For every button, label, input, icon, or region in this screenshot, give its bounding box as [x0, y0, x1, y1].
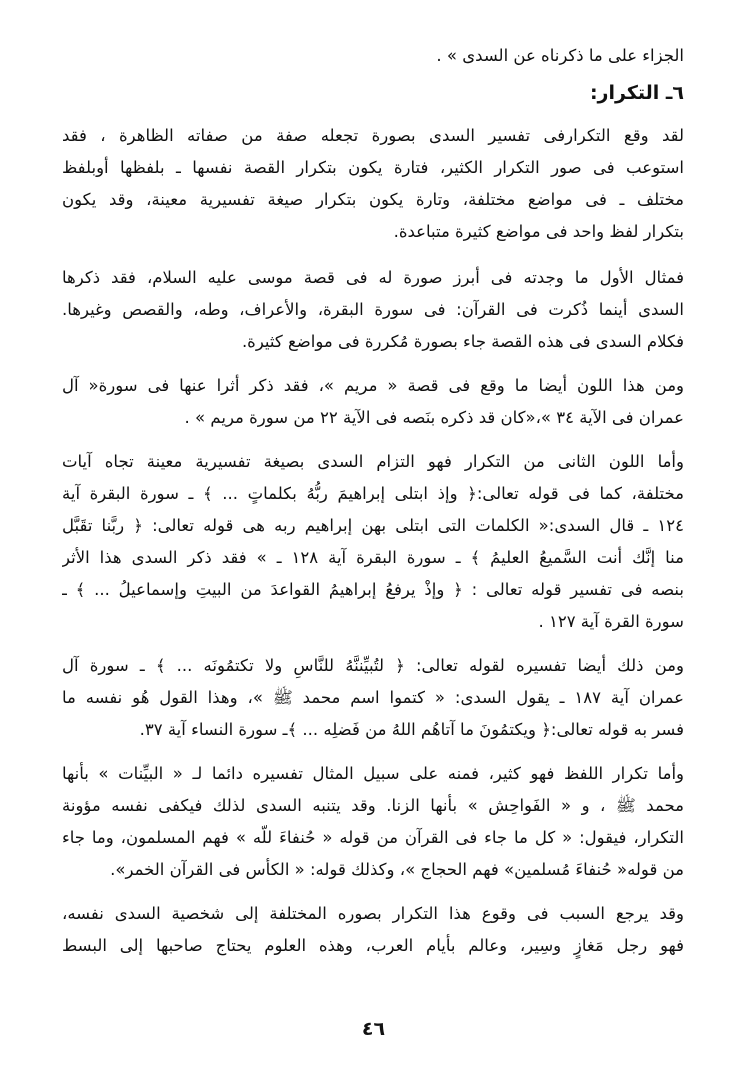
paragraph-line: ١٢٤ ـ قال السدى:« الكلمات التى ابتلى بهن إبراهيم ربه هى قوله تعالى: ﴿ ربَّنا تقَبَّل	[62, 516, 684, 535]
paragraph-line: سورة القرة آية ١٢٧ .	[538, 612, 684, 631]
page-number: ٤٦	[361, 1018, 386, 1040]
paragraph-line: مختلفة، كما فى قوله تعالى:﴿ وإذ ابتلى إبراهيمَ ربُّهُ بكلماتٍ ... ﴾ ـ سورة البقرة آية	[62, 484, 684, 503]
paragraph-line: من قوله« حُنفاءَ مُسلمين» فهم الحجاج »، وكذلك قوله: « الكأس فى القرآن الخمر».	[110, 860, 684, 879]
paragraph-line: عمران فى الآية ٣٤ »،«كان قد ذكره بنَصه فى الآية ٢٢ من سورة مريم » .	[184, 408, 684, 427]
paragraph-repetition-intro	[62, 120, 684, 248]
paragraph-al-imran-example	[62, 650, 684, 746]
paragraph-line: مختلف ـ فى مواضع مختلفة، وتارة يكون بتكرار صيغة تفسيرية معينة، وقد يكون	[62, 190, 684, 209]
paragraph-cause	[62, 898, 684, 962]
continuation-line: الجزاء على ما ذكرناه عن السدى » .	[436, 46, 684, 65]
paragraph-maryam-story	[62, 370, 684, 434]
paragraph-line: وقد يرجع السبب فى وقوع هذا التكرار بصوره المختلفة إلى شخصية السدى نفسه،	[62, 904, 684, 923]
paragraph-line: لقد وقع التكرارفى تفسير السدى بصورة تجعله صفة من صفاته الظاهرة ، فقد	[62, 126, 684, 145]
paragraph-line: استوعب فى صور التكرار الكثير، فتارة يكون بتكرار القصة نفسها ـ بلفظها أوبلفظ	[62, 158, 684, 177]
paragraph-line: ومن هذا اللون أيضا ما وقع فى قصة « مريم »، فقد ذكر أثرا عنها فى سورة« آل	[62, 376, 684, 395]
paragraph-line: منا إنَّك أنت السَّميعُ العليمُ ﴾ ـ سورة البقرة آية ١٢٨ ـ » فقد ذكر السدى هذا الأثر	[62, 548, 684, 567]
paragraph-line: وأما تكرار اللفظ فهو كثير، فمنه على سبيل المثال تفسيره دائما لـ « البيِّنات » بأنها	[62, 764, 684, 783]
paragraph-line: وأما اللون الثانى من التكرار فهو التزام السدى بصيغة تفسيرية معينة تجاه آيات	[62, 452, 684, 471]
paragraph-moses-story	[62, 262, 684, 358]
paragraph-formula-repetition	[62, 446, 684, 638]
paragraph-line: فمثال الأول ما وجدته فى أبرز صورة له فى قصة موسى عليه السلام، فقد ذكرها	[62, 268, 684, 287]
paragraph-line: ومن ذلك أيضا تفسيره لقوله تعالى: ﴿ لتُبيِّننَّهُ للنَّاسِ ولا تكتمُونَه ... ﴾ ـ سورة آل	[62, 656, 684, 675]
paragraph-line: عمران آية ١٨٧ ـ يقول السدى: « كتموا اسم محمد ﷺ »، وهذا القول هُو نفسه ما	[62, 688, 684, 707]
paragraph-line: السدى أينما ذُكرت فى القرآن: فى سورة البقرة، والأعراف، وطه، والقصص وغيرها.	[62, 300, 684, 319]
paragraph-line: فكلام السدى فى هذه القصة جاء بصورة مُكررة فى مواضع كثيرة.	[241, 332, 684, 351]
paragraph-line: التكرار، فيقول: « كل ما جاء فى القرآن من قوله « حُنفاءَ للّه » فهم المسلمون، وما جاء	[62, 828, 684, 847]
paragraph-line: بتكرار لفظ واحد فى مواضع كثيرة متباعدة.	[393, 222, 684, 241]
paragraph-line: محمد ﷺ ، و « الفَواحِش » بأنها الزنا. وقد يتنبه السدى لذلك فيكفى نفسه مؤونة	[62, 796, 684, 815]
paragraph-line: فسر به قوله تعالى:﴿ ويكتمُونَ ما آتاهُم اللهُ من فَضلِه ... ﴾ـ سورة النساء آية ٣٧.	[139, 720, 684, 739]
paragraph-line: بنصه فى تفسير قوله تعالى : ﴿ وإذْ يرفعُ إبراهيمُ القواعدَ من البيتِ وإسماعيلُ ... ﴾ ـ	[62, 580, 684, 599]
section-heading: ٦ـ التكرار:	[589, 82, 684, 104]
paragraph-word-repetition	[62, 758, 684, 886]
paragraph-line: فهو رجل مَغازٍ وسِير، وعالم بأيام العرب، وهذه العلوم يحتاج صاحبها إلى البسط	[62, 936, 684, 955]
